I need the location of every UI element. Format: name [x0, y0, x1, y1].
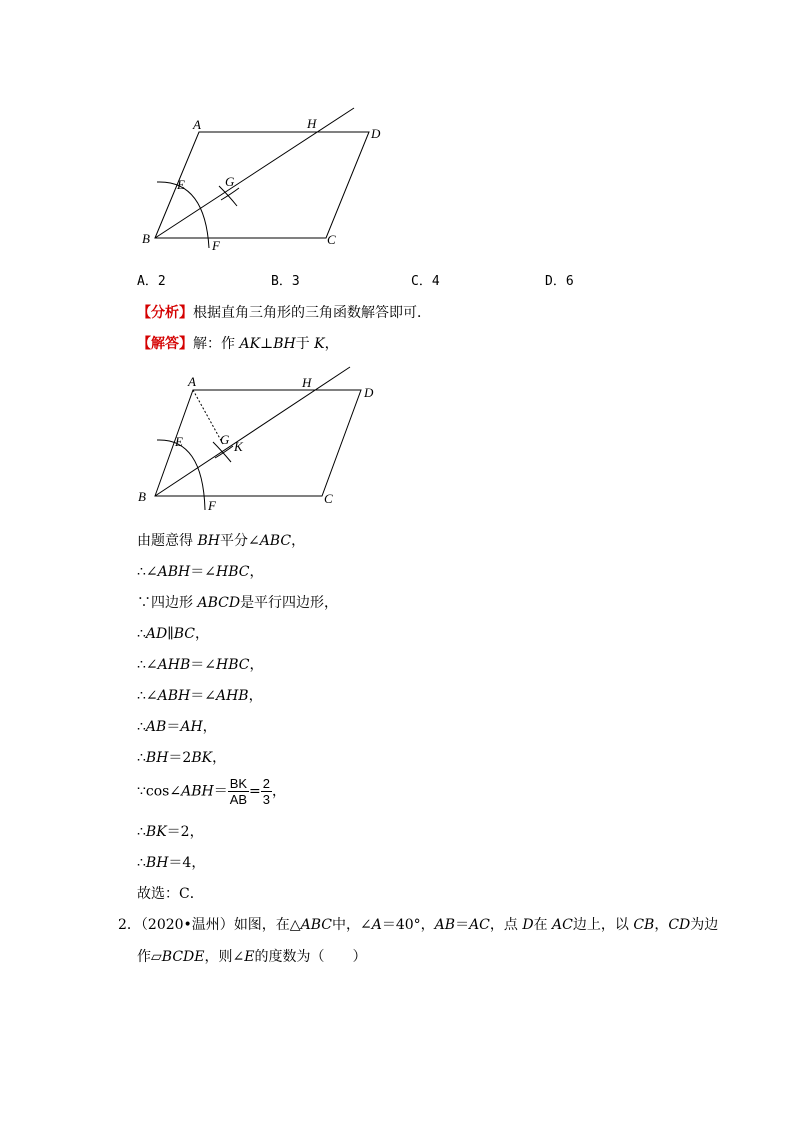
label-g-2: G	[220, 432, 230, 447]
analysis-text: 根据直角三角形的三角函数解答即可．	[193, 305, 431, 321]
figure-parallelogram-1	[135, 100, 395, 260]
segment-ak	[193, 390, 223, 444]
s8-a: ∴	[137, 750, 146, 766]
q2-a: A	[371, 917, 382, 933]
label-e-2: E	[175, 434, 183, 449]
q2-bcde: BCDE	[161, 949, 205, 965]
ray-bh-2	[155, 367, 350, 496]
s2-e: ，	[249, 564, 264, 580]
q2-t8: 为边	[690, 917, 719, 933]
s9-a: ∵cos∠	[137, 783, 182, 800]
q2-cd: CD	[668, 917, 691, 933]
fraction-num-2: 2	[262, 776, 271, 791]
s7-e: ，	[202, 719, 217, 735]
fraction-bk-ab	[228, 776, 249, 807]
label-e: E	[177, 177, 185, 192]
label-d-2: D	[364, 385, 374, 400]
s4-b: AD	[145, 626, 168, 642]
s4-a: ∴	[137, 626, 146, 642]
s9-e: ，	[272, 783, 287, 800]
question-2-line-1	[118, 914, 718, 934]
q2-t7: ，	[654, 917, 669, 933]
s2-b: ABH	[157, 564, 191, 580]
parallelogram-abcd-2	[155, 390, 361, 496]
label-h-2: H	[302, 375, 312, 390]
q2-source: （2020•温州）	[140, 917, 234, 933]
step-1	[137, 530, 305, 550]
label-d: D	[371, 126, 381, 141]
s10-a: ∴	[137, 824, 146, 840]
question-2-line-2	[137, 946, 366, 966]
fraction-den-ab: AB	[229, 792, 248, 807]
arc-ef-2	[157, 440, 205, 510]
s3-a: ∵四边形	[137, 595, 198, 611]
s12-b: C	[179, 886, 190, 902]
q2-abc: ABC	[300, 917, 332, 933]
s8-b: BH	[145, 750, 169, 766]
q2-ab: AB	[434, 917, 456, 933]
q2-number: 2．	[118, 917, 141, 933]
s3-c: 是平行四边形，	[240, 595, 339, 611]
answer-k: K	[314, 336, 325, 352]
s9-c: ＝	[213, 783, 228, 800]
fraction-2-3	[261, 776, 272, 807]
s6-c: ＝∠	[190, 688, 216, 704]
s8-c: ＝2	[168, 750, 192, 766]
s4-c: ∥	[167, 626, 174, 642]
s2-d: HBC	[215, 564, 250, 580]
s11-a: ∴	[137, 855, 146, 871]
arc-g2-2	[215, 446, 233, 458]
s1-c: 平分∠	[219, 533, 260, 549]
label-b: B	[142, 231, 150, 246]
q2-ac: AC	[469, 917, 490, 933]
label-f-2: F	[208, 498, 216, 513]
s7-a: ∴	[137, 719, 146, 735]
s7-b: AB	[145, 719, 167, 735]
s6-e: ，	[248, 688, 263, 704]
label-g: G	[225, 174, 235, 189]
s2-a: ∴∠	[137, 564, 158, 580]
s1-a: 由题意得	[137, 533, 198, 549]
q2-eq: ＝	[455, 917, 470, 933]
q2-t6: 边上，以	[572, 917, 634, 933]
label-b-2: B	[138, 489, 146, 504]
answer-bh: BH	[273, 336, 296, 352]
s1-e: ，	[291, 533, 306, 549]
answer-ak: AK	[239, 336, 261, 352]
label-a-2: A	[188, 374, 196, 389]
s5-a: ∴∠	[137, 657, 158, 673]
step-10	[137, 821, 204, 841]
q2-t1: 如图，在△	[233, 917, 301, 933]
answer-yu: 于	[295, 336, 315, 352]
step-7	[137, 716, 217, 736]
q2-d: D	[522, 917, 534, 933]
s4-e: ，	[195, 626, 209, 642]
ray-bh	[155, 108, 354, 238]
label-c-2: C	[324, 491, 333, 506]
s8-d: BK	[191, 750, 213, 766]
parallelogram-abcd	[155, 132, 369, 238]
q2-cb: CB	[633, 917, 655, 933]
q2-t4: ，点	[489, 917, 523, 933]
analysis-tag: 【分析】	[137, 305, 193, 321]
answer-comma: ，	[324, 336, 339, 352]
step-5	[137, 654, 263, 674]
choice-b: B．3	[271, 274, 300, 289]
s1-d: ABC	[259, 533, 292, 549]
s7-d: AH	[180, 719, 203, 735]
s11-b: BH	[145, 855, 169, 871]
s9-b: ABH	[181, 783, 214, 800]
q2-l2-t2: ，则∠	[204, 949, 245, 965]
answer-line	[137, 333, 339, 353]
s5-b: AHB	[157, 657, 191, 673]
label-c: C	[327, 232, 336, 247]
fraction-den-3: 3	[262, 792, 271, 807]
s8-e: ，	[212, 750, 227, 766]
s5-e: ，	[249, 657, 264, 673]
s12-a: 故选：	[137, 886, 179, 902]
label-a: A	[193, 117, 201, 132]
q2-t2: 中，∠	[331, 917, 372, 933]
answer-tag: 【解答】	[137, 336, 193, 352]
step-6	[137, 685, 263, 705]
s1-b: BH	[197, 533, 220, 549]
answer-perp: ⊥	[260, 336, 274, 352]
answer-prefix: 解：作	[193, 336, 240, 352]
s6-b: ABH	[157, 688, 191, 704]
s9-eq: =	[249, 783, 261, 800]
label-k-2: K	[234, 439, 243, 454]
step-11	[137, 852, 205, 872]
s11-c: ＝4，	[168, 855, 206, 871]
step-9	[137, 776, 286, 807]
choice-a: A．2	[137, 274, 166, 289]
s2-c: ＝∠	[190, 564, 216, 580]
step-3	[137, 592, 338, 612]
q2-ac2: AC	[552, 917, 573, 933]
step-4	[137, 623, 209, 643]
q2-l2-t1: 作▱	[137, 949, 162, 965]
q2-t3: ＝40°，	[381, 917, 435, 933]
s6-a: ∴∠	[137, 688, 158, 704]
s10-c: ＝2，	[166, 824, 204, 840]
s7-c: ＝	[166, 719, 181, 735]
s12-c: ．	[189, 886, 204, 902]
step-2	[137, 561, 263, 581]
s5-c: ＝∠	[190, 657, 216, 673]
label-f: F	[212, 238, 220, 253]
q2-l2-t3: 的度数为（ ）	[254, 949, 367, 965]
q2-e: E	[244, 949, 255, 965]
s6-d: AHB	[215, 688, 249, 704]
s3-b: ABCD	[197, 595, 241, 611]
step-8	[137, 747, 226, 767]
choice-c: C．4	[411, 274, 440, 289]
choice-d: D．6	[545, 274, 574, 289]
s5-d: HBC	[215, 657, 250, 673]
s4-d: BC	[173, 626, 195, 642]
label-h: H	[307, 116, 317, 131]
analysis-line	[137, 302, 431, 322]
step-12	[137, 883, 204, 903]
fraction-num-bk: BK	[229, 776, 248, 791]
s10-b: BK	[145, 824, 167, 840]
figure-parallelogram-2	[135, 362, 395, 517]
q2-t5: 在	[533, 917, 553, 933]
